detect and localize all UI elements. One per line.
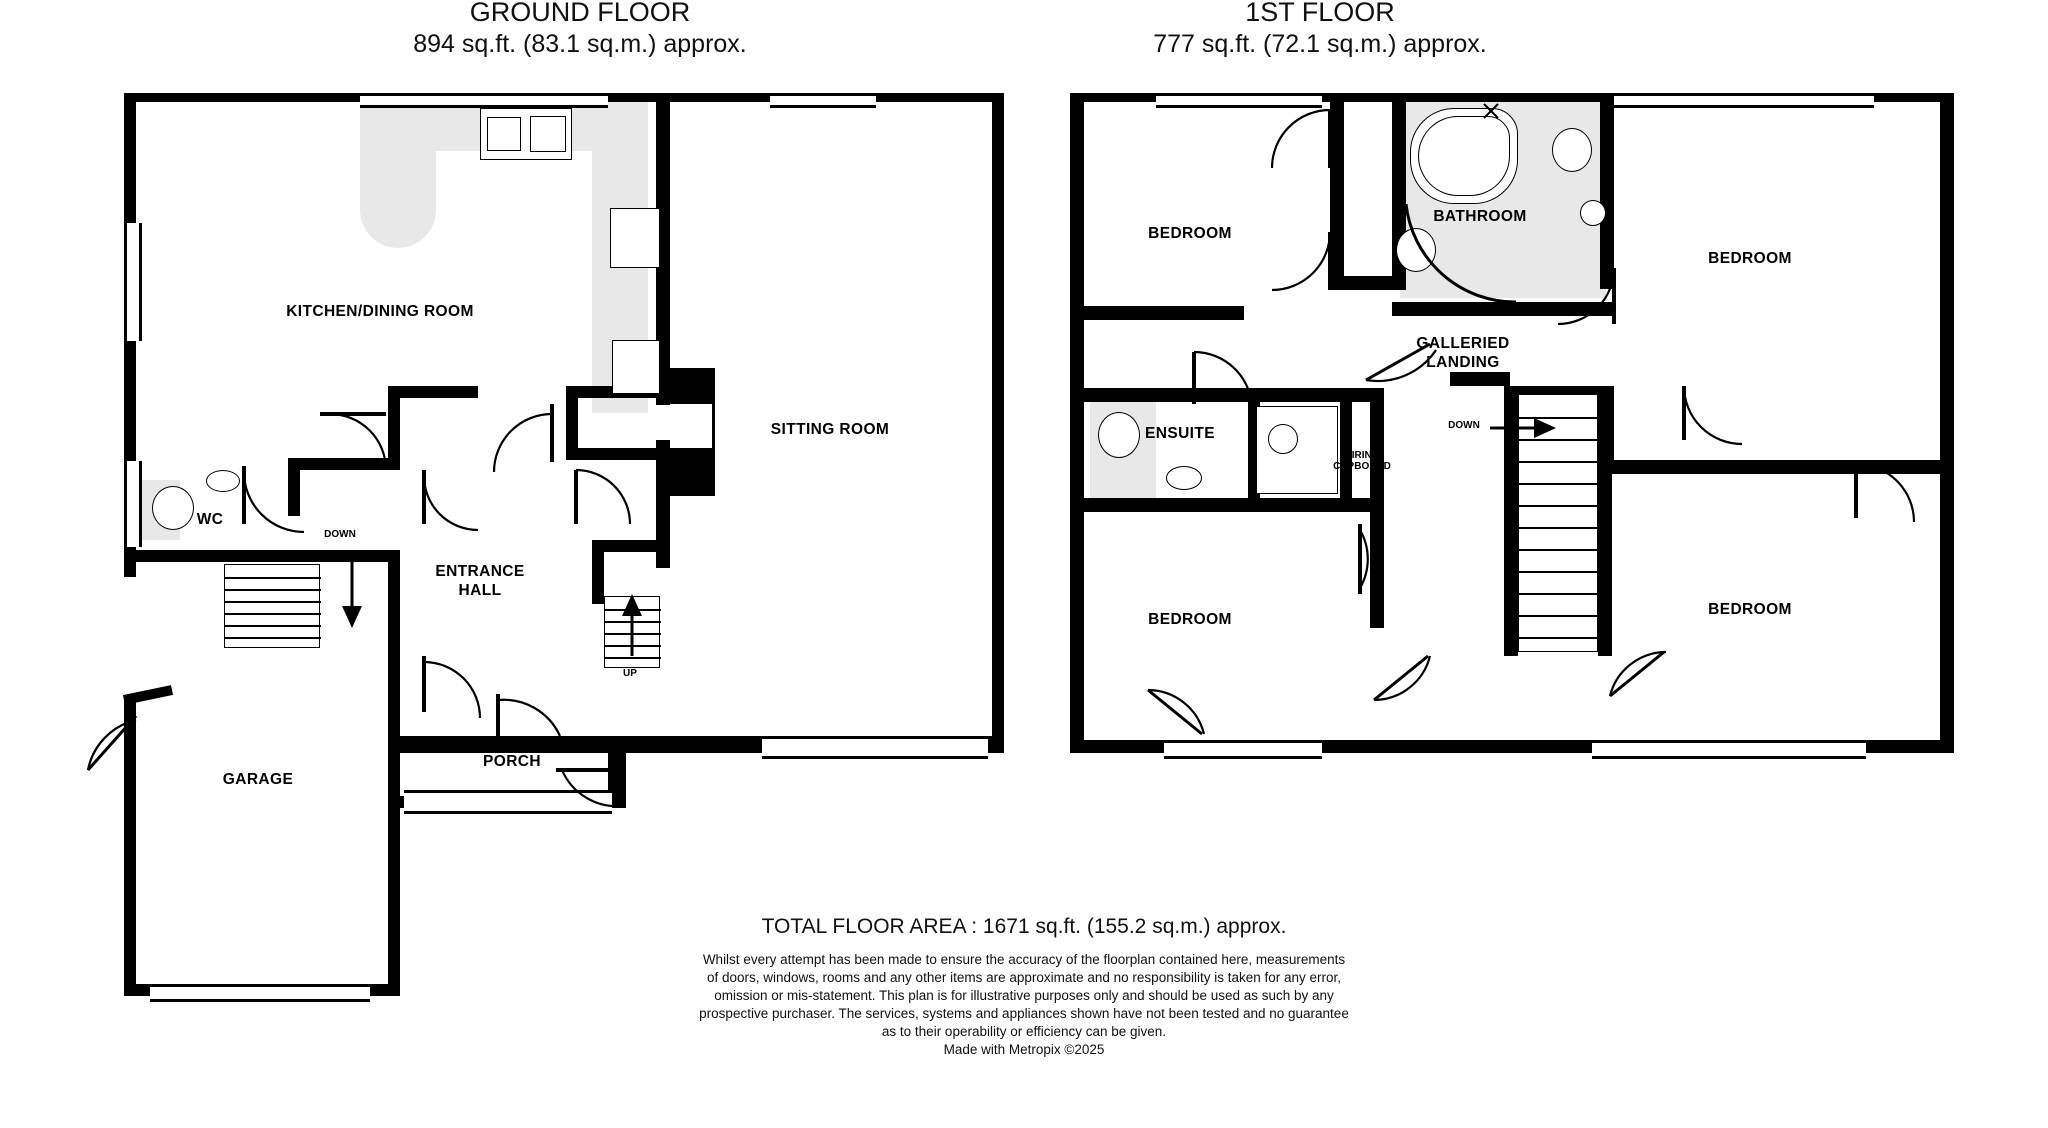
first-floor-title [1140,0,1500,60]
ground-window-top-kitchen [360,93,608,108]
first-wall-landing-left-stub [1450,372,1510,386]
ground-wall-hall-top-a [388,386,478,398]
ground-wall-hall-mid-h [592,540,664,552]
ground-floor-title-text: GROUND FLOOR [469,0,691,27]
kitchen-hob [610,208,660,268]
door-arc-bedroom3-side [1360,530,1368,588]
disclaimer-line-5: as to their operability or efficiency can be given. [881,1024,1167,1039]
wc-basin [206,470,240,492]
first-wall-right-upper [1940,93,1954,373]
door-arc-bedroom4-entry [1610,652,1666,696]
total-floor-area: TOTAL FLOOR AREA : 1671 sq.ft. (155.2 sq.m.) approx. [761,915,1287,938]
label-bedroom-2: BEDROOM [1708,250,1792,267]
disclaimer-line-1: Whilst every attempt has been made to ensure the accuracy of the floorplan contained here, measurements [702,952,1346,967]
ensuite-basin [1166,466,1202,490]
disclaimer-line-2: of doors, windows, rooms and any other items are approximate and no responsibility is taken for any error, [706,970,1342,985]
ground-wall-left-upper [124,93,136,223]
bath-tub-inner [1418,116,1510,196]
first-wall-bathroom-bottom [1392,302,1614,316]
label-entrance-hall-line1: ENTRANCE [435,563,525,580]
first-window-bottom-bed3 [1164,740,1322,759]
first-wall-left-lower [1070,373,1084,753]
ground-floor-title [400,0,760,60]
first-wall-stair-left [1504,386,1518,656]
label-bedroom-4: BEDROOM [1708,601,1792,618]
ground-wall-wc-bottom [136,550,400,562]
ground-wall-top-right [876,93,1004,102]
label-first-down: DOWN [1448,420,1480,431]
ground-window-bottom-sitting [762,736,988,759]
door-arc-hall-inner [424,476,478,530]
ground-garage-door [150,984,370,1002]
label-garage: GARAGE [222,771,294,788]
label-wc: WC [196,511,224,528]
ground-window-left-kitchen [124,223,142,341]
ground-stair-down-arrow [342,560,362,628]
first-staircase [1518,394,1598,652]
first-window-top-bed2 [1608,93,1874,108]
label-bedroom-1: BEDROOM [1148,225,1232,242]
label-bedroom-3: BEDROOM [1148,611,1232,628]
ensuite-shower-tray [1268,424,1298,454]
first-wall-right-lower [1940,373,1954,753]
label-galleried-landing-line2: LANDING [1426,354,1500,371]
first-wall-bottom-left [1070,740,1164,753]
ground-wall-left-lower [124,547,136,577]
ground-wall-top-mid [320,93,360,102]
door-arc-bedroom4-a [1684,386,1742,444]
disclaimer [524,951,1524,1059]
ground-wall-hall-horiz [300,458,400,470]
first-floor-title-text: 1ST FLOOR [1245,0,1395,27]
first-wall-bed1-right [1330,93,1344,283]
ground-window-porch [404,790,612,814]
label-bathroom: BATHROOM [1433,208,1527,225]
ground-wall-hall-horiz2 [566,448,658,460]
label-sitting-room: SITTING ROOM [770,421,890,438]
kitchen-sink-bowl [487,117,521,151]
label-airing-cupboard-line1: AIRING [1344,450,1380,461]
ground-floor-area: 894 sq.ft. (83.1 sq.m.) approx. [413,30,747,58]
door-arc-bedroom3-left [1148,690,1204,734]
first-wall-bottom-right [1866,740,1954,753]
label-porch: PORCH [483,753,541,770]
ground-wall-hall-vert-a [388,386,400,458]
door-arc-porch-hall [498,700,560,736]
metropix-credit: Made with Metropix ©2025 [943,1042,1105,1057]
first-wall-bed4-top [1612,460,1954,474]
first-wall-bathroom-right [1600,93,1614,289]
ground-window-left-wc [124,461,142,547]
kitchen-drainer [530,116,566,152]
door-arc-bedroom1-a [1272,110,1330,168]
first-wall-ensuite-bottom [1084,498,1384,512]
ground-wall-garage-left [124,700,136,996]
ground-wall-garage-right [388,736,400,996]
kitchen-appliance [612,340,660,394]
disclaimer-line-3: omission or mis-statement. This plan is for illustrative purposes only and should be used as such by any [714,988,1334,1003]
ground-wall-stair-right [388,550,400,736]
ground-wall-right [992,93,1004,753]
first-floor-area: 777 sq.ft. (72.1 sq.m.) approx. [1153,30,1487,58]
first-wall-left-upper [1070,93,1084,373]
first-wall-bottom-mid [1322,740,1592,753]
label-galleried-landing-line1: GALLERIED [1416,335,1510,352]
door-arc-garage-hall [424,662,480,718]
label-ensuite: ENSUITE [1145,425,1215,442]
kitchen-island-shade [360,128,436,248]
first-wall-top-b [1378,93,1608,102]
ground-fireplace-upper [670,368,712,404]
ground-window-top-sitting [770,93,876,108]
ground-fireplace-lower [670,448,712,496]
ground-stair-up [604,596,660,668]
bathroom-basin [1552,128,1592,172]
door-arc-sitting [576,470,630,524]
label-entrance-hall-line2: HALL [458,582,502,599]
first-wall-ensuite-top [1084,388,1384,402]
ground-stair-down [224,564,320,648]
label-ground-down: DOWN [324,529,356,540]
door-arc-bedroom3 [1374,656,1430,700]
label-ground-up: UP [623,668,637,679]
door-arc-bedroom1-b [1272,232,1330,290]
door-arc-kitchen-hall-2 [494,414,552,472]
label-airing-cupboard-line2: CUPBOARD [1333,461,1391,472]
bathroom-toilet [1396,228,1436,272]
first-window-bottom-bed4 [1592,740,1866,759]
first-wall-stair-right [1598,386,1612,656]
ground-wall-top-mid2 [608,93,648,102]
ground-wall-bottom-hall [400,736,744,753]
ground-fireplace-face [712,368,715,496]
ground-wall-top-left [124,93,320,102]
first-wall-bed1-bottom [1084,306,1244,320]
bathroom-towel-rail [1580,200,1606,226]
first-wall-bath-stub [1330,266,1344,290]
disclaimer-line-4: prospective purchaser. The services, systems and appliances shown have not been tested and no guarantee [699,1006,1349,1021]
label-kitchen-dining: KITCHEN/DINING ROOM [286,303,474,320]
first-wall-ensuite-right [1370,388,1384,628]
ground-wall-left-mid [124,341,136,461]
first-window-top-bed1 [1156,93,1322,108]
ground-wall-wc-right [288,458,300,516]
